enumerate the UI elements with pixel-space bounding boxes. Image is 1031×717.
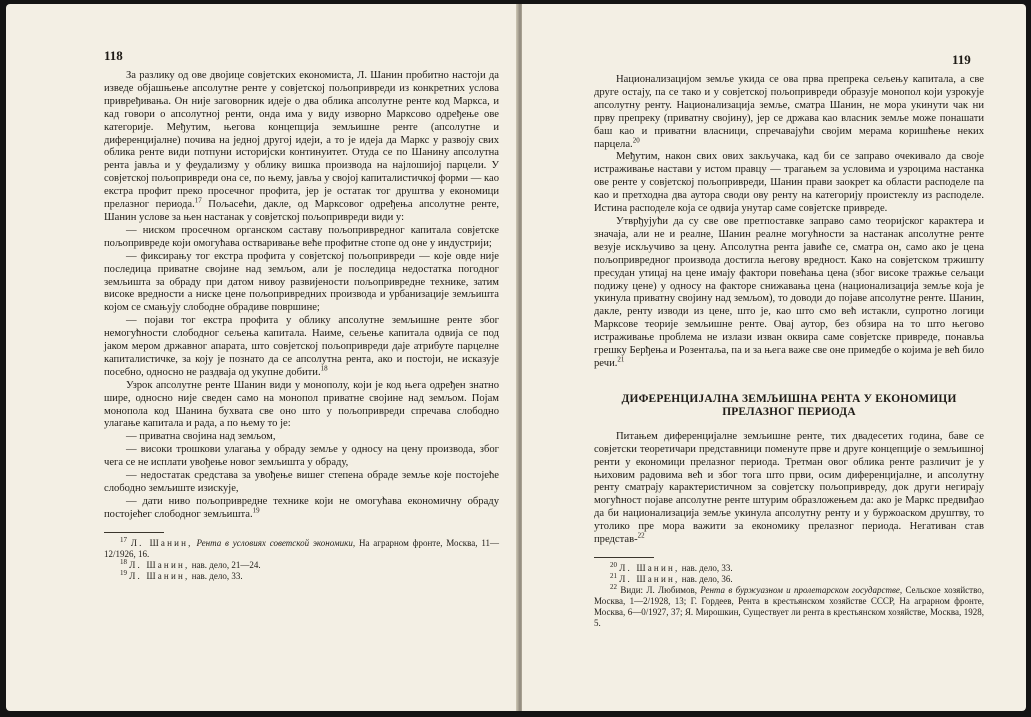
list-item: — приватна својина над земљом, <box>126 431 276 443</box>
footnote: $^{17}$ Л. Шанин, Рента в условиях советской экономики, На аграрном фронте, Москва, 11—12/1926, 16. <box>104 535 500 559</box>
page-number: 118 <box>104 48 123 63</box>
right-page-body <box>594 74 984 629</box>
footnote-divider <box>594 557 654 558</box>
footnote-divider <box>104 532 164 533</box>
footnotes <box>594 563 984 629</box>
right-page <box>522 4 1026 711</box>
footnote: $^{22}$ Види: Л. Любимов, Рента в буржуазном и пролетарском государстве, Сельское хозяйство, Москва, 1—2/1928, 13; Г. Гордеев, Рента в крестьянском хозяйстве СССР, На аграрном фронте, Москва, 6—0/1927, 37; Я. Мирошкин, Существует ли рента в крестьянском хозяйстве, Москва, 1928, 5. <box>594 583 985 628</box>
paragraph: Питањем диференцијалне земљишне ренте, тих двадесетих година, баве се совјетски теоретичари представници поменуте прве и друге концепције о земљишној ренти у економици прелазног периода. Третман овог облика ренте различит је у њиховим радовима већ и због тога што први, осим диференцијалне, и апсолутну ренту сматрају карактеристичном за совјетску пољопривреду, док други негирају могућност појаве апсолутне ренте штурим образложењем да: ако је Маркс предвиђао да би национализација земље укинула апсолутну ренту и у буржоаском друштву, то утолико пре мора важити за економику прелазног периода. Негативан став представ-$^{22}$ <box>594 430 984 546</box>
list-item: — ниском просечном органском саставу пољопривредног капитала совјетске пољопривреде који омогућава остваривање веће профитне стопе од оне у индустрији; <box>104 224 499 249</box>
paragraph: За разлику од ове двојице совјетских економиста, Л. Шанин пробитно настоји да изведе објашњење апсолутне ренте у совјетској пољопривреди из конкретних услова привређивања. Он није заговорник идеје о два облика апсолутне ренте код Маркса, и кад говори о апсолутној ренти, онда има у виду изворно Марксово одређење ове категорије. Међутим, његова концепција земљишне ренте (апсолутне и диференцијалне) почива на једној другој идеји, а то је идеја да Маркс у развоју свих облика ренте види потпуни историјски континуитет. Отуда се по Шанину апсолутна рента јавља и у феудализму у облику вишка производа на најлошијој парцели. У совјетској пољопривреди она се, по њему, јавља у својој капиталистичкој форми — као екстра профит преко просечног профита, јер је остатак тог друштва у економици прелазног периода.$^{17}$ Пољасећи, дакле, од Марксовог одређења апсолутне ренте, Шанин услове за њен настанак у совјетској пољопривреди види у: <box>104 70 499 223</box>
page-number: 119 <box>952 52 971 67</box>
list-item: — дати ниво пољопривредне технике који не омогућава економичну обраду постојећег слободног земљишта.$^{19}$ <box>104 495 499 520</box>
footnote: $^{19}$ Л. Шанин, нав. дело, 33. <box>120 568 243 581</box>
footnotes <box>104 535 500 582</box>
paragraph: Утврђујући да су све ове претпоставке заправо само теоријског карактера и значаја, али не и реалне, Шанин реалне могућности за настанак апсолутне ренте везује искључиво за цену. Апсолутна рента јавиће се, сматра он, само ако је цена пољопривредног производа достигла његову вредност. Како на совјетском тржишту пресудан утицај на цене имају фактори повећања цена (због високе тражње сељаци подижу цене) у односу на факторе снижавања цена (национализација земље која је укинула приватну својину над земљом), то доводи до појаве апсолутне ренте. Шанин, дакле, ренту изводи из цене, што је, као што смо већ истакли, супротно логици Марксове теорије земљишне ренте. Овај аутор, без обзира на то што његово истраживање проблема не излази изван оквира саме совјетске привреде, понавља грешку Берђења и Розентаља, па и за њега важе све оне примедбе о којима је већ било речи.$^{21}$ <box>594 215 984 369</box>
list-item: — високи трошкови улагања у обраду земље у односу на цену производа, због чега се не исплати увођење новог земљишта у обраду, <box>104 444 499 469</box>
footnote: $^{21}$ Л. Шанин, нав. дело, 36. <box>610 572 733 584</box>
footnote: $^{18}$ Л. Шанин, нав. дело, 21—24. <box>120 557 261 570</box>
left-page-body <box>104 70 499 582</box>
list-item: — појави тог екстра профита у облику апсолутне земљишне ренте због немогућности слободног сељења капитала. Наиме, сељење капитала одвија се под јаком мером државног апарата, што совјетској пољопривреди даје атрибуте парцелне капиталистичке, за коју је познато да се апсолутна рента, ако и постоји, не исказује посебно, односно не раздваја од укупне добити.$^{18}$ <box>104 315 499 378</box>
paragraph: Међутим, након свих ових закључака, кад би се заправо очекивало да своје истраживање настави у истом правцу — трагањем за условима и узроцима настанка ове ренте у совјетској пољопривреди, Шанин прави заокрет ка области расподеле па као и претходна два аутора своди ову ренту на категорију проистеклу из расподеле. Истина расподеле која се одвија унутар саме совјетске привреде. <box>594 151 984 215</box>
section-heading: ДИФЕРЕНЦИЈАЛНА ЗЕМЉИШНА РЕНТА У ЕКОНОМИЦИ ПРЕЛАЗНОГ ПЕРИОДА <box>621 392 957 418</box>
paragraph: Национализацијом земље укида се ова прва препрека сељењу капитала, а све друге остају, па се тако и у совјетској пољопривреди образује монопол који узрокује апсолутну ренту. Национализација земље, сматра Шанин, не мора укинути чак ни прву препреку (приватну својину), јер се држава као власник земље може понашати баш као и приватни власници, спречавајући својим мерама коришћење неких парцела.$^{20}$ <box>594 74 984 150</box>
list-item: — недостатак средстава за увођење вишег степена обраде земље које постојеће слободно земљиште изискује, <box>104 470 499 494</box>
list-item: — фиксирању тог екстра профита у совјетској пољопривреди — које овде није последица приватне својине над земљом, али је последица недостатка погодног земљишта за обраду при датом нивоу развијености пољопривредне технике, затим високе вредности а ниске цене пољопривредних производа и урбанизације земљишта којом се смањују слободне обрадиве површине; <box>104 250 499 314</box>
left-page <box>6 4 518 711</box>
paragraph: Узрок апсолутне ренте Шанин види у монополу, који је код њега одређен знатно шире, односно није сведен само на монопол приватне својине над земљом. Појам монопола код Шанина бухвата све оно што у пољопривреди спречава слободно улагање капитала и рада, а по њему то је: <box>104 379 499 430</box>
footnote: $^{20}$ Л. Шанин, нав. дело, 33. <box>610 561 733 573</box>
